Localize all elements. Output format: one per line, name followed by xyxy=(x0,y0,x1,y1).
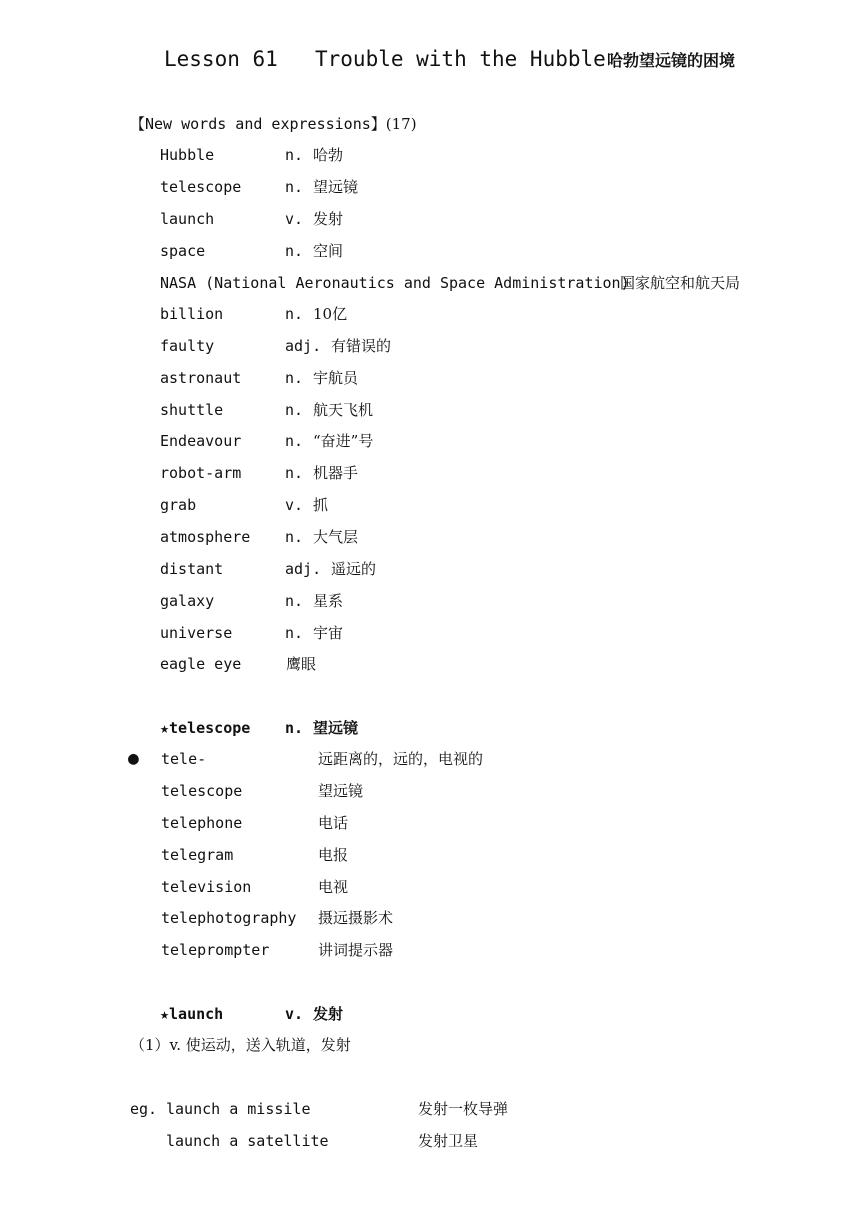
vocab-word: astronaut xyxy=(160,369,242,387)
vocab-meaning: 机器手 xyxy=(313,464,359,482)
tele-meaning: 电报 xyxy=(318,846,349,864)
vocab-meaning: 遥远的 xyxy=(331,560,377,578)
vocab-word: faulty xyxy=(160,337,215,355)
tele-meaning: 远距离的，远的，电视的 xyxy=(318,750,484,768)
vocab-pos: n. xyxy=(285,432,304,450)
vocab-word: Endeavour xyxy=(160,432,242,450)
vocab-pos: n. xyxy=(285,178,304,196)
vocab-pos: n. xyxy=(285,592,304,610)
vocab-pos: adj. xyxy=(285,337,322,355)
vocab-word: distant xyxy=(160,560,224,578)
example-en: launch a satellite xyxy=(166,1132,329,1150)
tele-meaning: 电话 xyxy=(318,814,349,832)
vocab-pos: n. xyxy=(285,528,304,546)
vocab-word: grab xyxy=(160,496,197,514)
vocab-pos: v. xyxy=(285,496,304,514)
vocab-word: NASA (National Aeronautics and Space Administration) xyxy=(160,274,630,292)
tele-word: telescope xyxy=(161,782,243,800)
vocab-word: atmosphere xyxy=(160,528,251,546)
vocab-meaning: 国家航空和航天局 xyxy=(620,274,741,292)
vocab-word: telescope xyxy=(160,178,242,196)
vocab-word: shuttle xyxy=(160,401,224,419)
vocab-word: space xyxy=(160,242,206,260)
vocab-word: Hubble xyxy=(160,146,215,164)
launch-sense-1: （1）v. 使运动，送入轨道，发射 xyxy=(130,1036,351,1054)
example-en: launch a missile xyxy=(166,1100,311,1118)
vocab-meaning: 哈勃 xyxy=(313,146,344,164)
vocab-pos: v. xyxy=(285,210,304,228)
lesson-title: Trouble with the Hubble xyxy=(315,47,606,71)
new-words-count: (17) xyxy=(385,115,417,133)
vocab-pos: n. xyxy=(285,401,304,419)
vocab-meaning: 有错误的 xyxy=(331,337,392,355)
vocab-word: universe xyxy=(160,624,233,642)
vocab-meaning: 星系 xyxy=(313,592,344,610)
vocab-word: eagle eye xyxy=(160,655,242,673)
vocab-meaning: 空间 xyxy=(313,242,344,260)
launch-heading-word: ★launch xyxy=(160,1005,224,1023)
lesson-number: Lesson 61 xyxy=(164,47,278,71)
telescope-heading-pos: n. xyxy=(285,719,304,737)
example-cn: 发射一枚导弹 xyxy=(418,1100,509,1118)
vocab-meaning: 宇航员 xyxy=(313,369,359,387)
vocab-meaning: “奋进”号 xyxy=(313,432,374,450)
bullet-icon: ● xyxy=(128,748,139,769)
vocab-pos: n. xyxy=(285,146,304,164)
tele-word: television xyxy=(161,878,252,896)
tele-word: telegram xyxy=(161,846,234,864)
tele-word: tele- xyxy=(161,750,207,768)
vocab-meaning: 鹰眼 xyxy=(286,655,317,673)
vocab-pos: n. xyxy=(285,464,304,482)
tele-meaning: 望远镜 xyxy=(318,782,364,800)
launch-heading-meaning: 发射 xyxy=(313,1005,344,1023)
vocab-pos: n. xyxy=(285,305,304,323)
vocab-word: billion xyxy=(160,305,224,323)
vocab-meaning: 望远镜 xyxy=(313,178,359,196)
telescope-heading-meaning: 望远镜 xyxy=(313,719,359,737)
eg-label: eg. xyxy=(130,1100,158,1118)
vocab-pos: n. xyxy=(285,624,304,642)
vocab-meaning: 大气层 xyxy=(313,528,359,546)
vocab-meaning: 航天飞机 xyxy=(313,401,374,419)
vocab-meaning: 宇宙 xyxy=(313,624,344,642)
new-words-heading xyxy=(130,117,417,132)
launch-heading-pos: v. xyxy=(285,1005,304,1023)
vocab-pos: n. xyxy=(285,242,304,260)
example-cn: 发射卫星 xyxy=(418,1132,479,1150)
vocab-meaning: 10亿 xyxy=(313,305,348,323)
vocab-meaning: 抓 xyxy=(313,496,329,514)
tele-word: telephotography xyxy=(161,909,297,927)
vocab-word: robot-arm xyxy=(160,464,242,482)
tele-meaning: 摄远摄影术 xyxy=(318,909,394,927)
vocab-word: launch xyxy=(160,210,215,228)
tele-meaning: 讲词提示器 xyxy=(318,941,394,959)
vocab-word: galaxy xyxy=(160,592,215,610)
tele-word: teleprompter xyxy=(161,941,270,959)
vocab-pos: n. xyxy=(285,369,304,387)
vocab-pos: adj. xyxy=(285,560,322,578)
telescope-heading-word: ★telescope xyxy=(160,719,251,737)
vocab-meaning: 发射 xyxy=(313,210,344,228)
new-words-heading-text: 【New words and expressions】 xyxy=(130,115,386,133)
tele-meaning: 电视 xyxy=(318,878,349,896)
tele-word: telephone xyxy=(161,814,243,832)
lesson-title-chinese: 哈勃望远镜的困境 xyxy=(607,51,736,70)
